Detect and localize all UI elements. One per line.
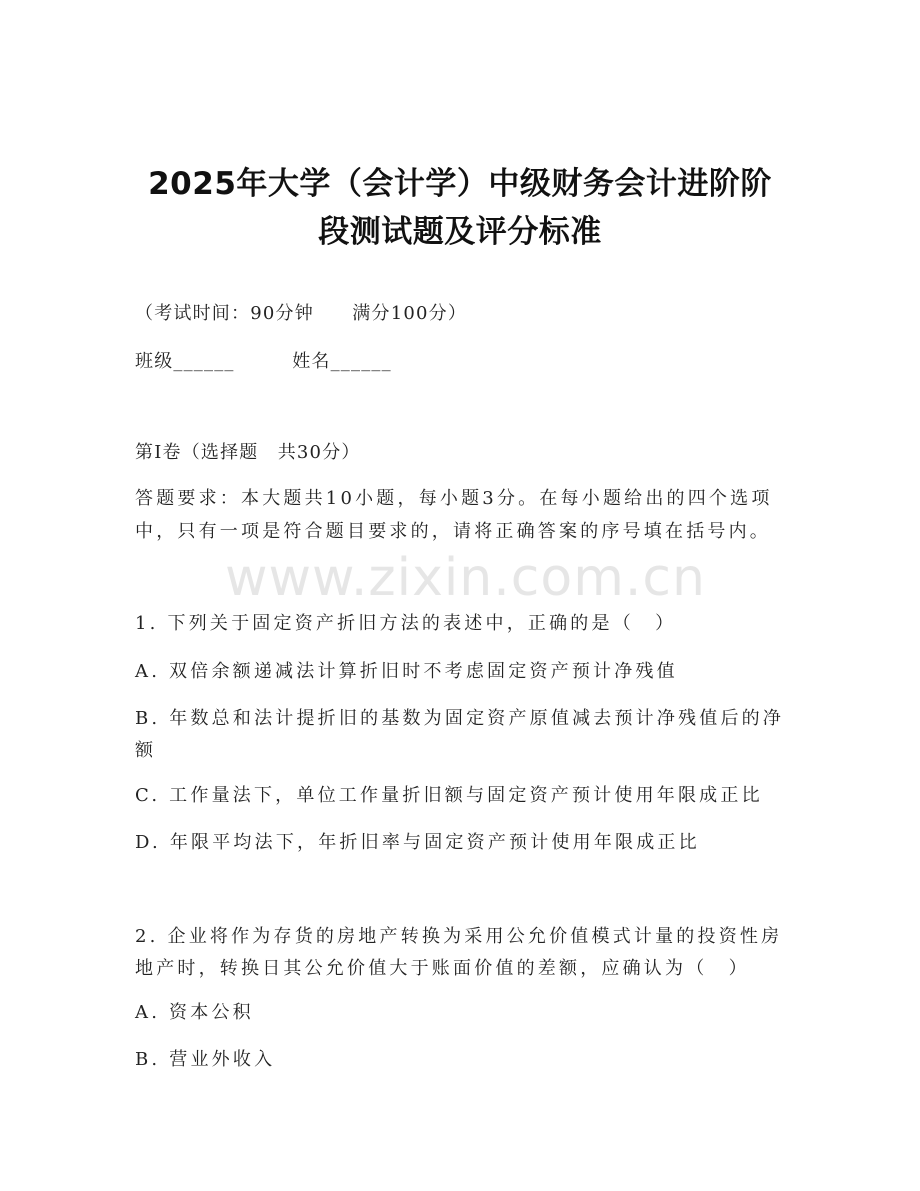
question-1-option-c: C. 工作量法下，单位工作量折旧额与固定资产预计使用年限成正比 <box>135 785 763 806</box>
section-title: 第I卷（选择题 共30分） <box>135 442 361 463</box>
question-1-option-b-line-2: 额 <box>135 740 157 761</box>
instructions-line-2: 中，只有一项是符合题目要求的，请将正确答案的序号填在括号内。 <box>135 521 771 542</box>
question-1-stem: 1. 下列关于固定资产折旧方法的表述中，正确的是（ ） <box>135 613 677 634</box>
watermark: www.zixin.com.cn <box>225 548 706 608</box>
question-1-option-b-line-1: B. 年数总和法计提折旧的基数为固定资产原值减去预计净残值后的净 <box>135 708 785 729</box>
question-2-stem-line-1: 2. 企业将作为存货的房地产转换为采用公允价值模式计量的投资性房 <box>135 926 783 947</box>
exam-info: （考试时间：90分钟 满分100分） <box>135 303 468 324</box>
instructions-line-1: 答题要求：本大题共10小题，每小题3分。在每小题给出的四个选项 <box>135 488 773 509</box>
question-1-option-d: D. 年限平均法下，年折旧率与固定资产预计使用年限成正比 <box>135 832 700 853</box>
question-2-option-b: B. 营业外收入 <box>135 1049 276 1070</box>
title-line-2: 段测试题及评分标准 <box>318 214 602 250</box>
question-1-option-a: A. 双倍余额递减法计算折旧时不考虑固定资产预计净残值 <box>135 661 678 682</box>
question-2-option-a: A. 资本公积 <box>135 1002 254 1023</box>
title-line-1: 2025年大学（会计学）中级财务会计进阶阶 <box>148 166 772 202</box>
question-2-stem-line-2: 地产时，转换日其公允价值大于账面价值的差额，应确认为（ ） <box>135 958 750 979</box>
class-name-line: 班级______ 姓名______ <box>135 351 392 372</box>
